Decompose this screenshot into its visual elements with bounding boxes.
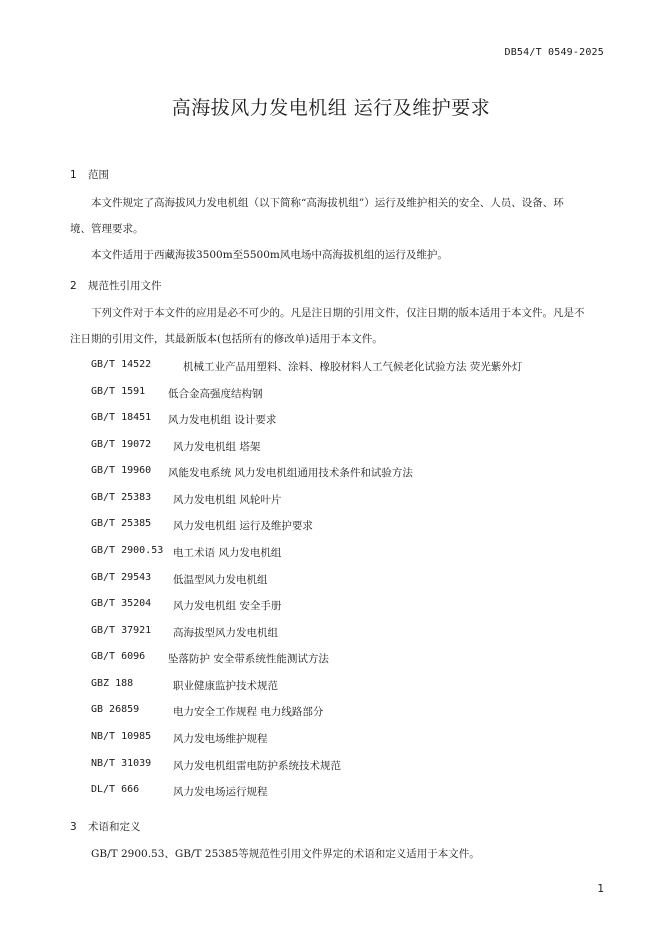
reference-title: 风力发电场运行规程 xyxy=(173,786,268,798)
section-number: 1 xyxy=(70,169,77,181)
section-title: 术语和定义 xyxy=(88,821,141,833)
terms-paragraph: GB/T 2900.53、GB/T 25385等规范性引用文件界定的术语和定义适用于本文件。 xyxy=(91,848,480,860)
reference-title: 电工术语 风力发电机组 xyxy=(173,547,282,559)
reference-title: 风力发电机组雷电防护系统技术规范 xyxy=(173,760,341,772)
page-number: 1 xyxy=(597,883,604,895)
reference-title: 职业健康监护技术规范 xyxy=(173,680,278,692)
normative-paragraph-line-2: 注日期的引用文件，其最新版本(包括所有的修改单)适用于本文件。 xyxy=(70,333,383,345)
reference-title: 风力发电机组 运行及维护要求 xyxy=(173,520,313,532)
reference-code: GB/T 1591 xyxy=(91,386,146,397)
reference-title: 风力发电机组 设计要求 xyxy=(168,414,277,426)
reference-title: 风力发电机组 风轮叶片 xyxy=(173,494,282,506)
reference-code: GB/T 25385 xyxy=(91,518,152,529)
reference-code: GB/T 29543 xyxy=(91,572,152,583)
reference-code: DL/T 666 xyxy=(91,784,140,795)
section-1-heading xyxy=(70,167,109,182)
reference-title: 机械工业产品用塑料、涂料、橡胶材料人工气候老化试验方法 荧光紫外灯 xyxy=(183,361,523,373)
document-code: DB54/T 0549-2025 xyxy=(504,47,604,58)
section-2-heading xyxy=(70,278,162,293)
reference-title: 电力安全工作规程 电力线路部分 xyxy=(173,706,324,718)
reference-title: 低温型风力发电机组 xyxy=(173,574,268,586)
scope-paragraph-1-line-2: 境、管理要求。 xyxy=(70,223,144,235)
reference-code: GB 26859 xyxy=(91,704,140,715)
document-title: 高海拔风力发电机组 运行及维护要求 xyxy=(171,97,491,119)
reference-code: GB/T 6096 xyxy=(91,651,146,662)
reference-title: 风能发电系统 风力发电机组通用技术条件和试验方法 xyxy=(168,467,413,479)
section-number: 3 xyxy=(70,821,77,833)
reference-code: GB/T 14522 xyxy=(91,359,152,370)
reference-code: GB/T 18451 xyxy=(91,412,152,423)
reference-title: 低合金高强度结构钢 xyxy=(168,388,263,400)
reference-code: GB/T 19072 xyxy=(91,439,152,450)
reference-code: GB/T 25383 xyxy=(91,492,152,503)
reference-title: 坠落防护 安全带系统性能测试方法 xyxy=(168,653,329,665)
section-number: 2 xyxy=(70,280,77,292)
reference-title: 风力发电机组 塔架 xyxy=(173,441,261,453)
reference-code: GB/T 2900.53 xyxy=(91,545,164,556)
normative-paragraph-line-1: 下列文件对于本文件的应用是必不可少的。凡是注日期的引用文件，仅注日期的版本适用于本文件。凡是不 xyxy=(91,307,585,319)
section-3-heading xyxy=(70,819,141,834)
reference-title: 风力发电场维护规程 xyxy=(173,733,268,745)
reference-code: GBZ 188 xyxy=(91,678,134,689)
reference-code: NB/T 31039 xyxy=(91,758,152,769)
section-title: 规范性引用文件 xyxy=(88,280,162,292)
reference-code: GB/T 37921 xyxy=(91,625,152,636)
scope-paragraph-1-line-1: 本文件规定了高海拔风力发电机组（以下简称“高海拔机组”）运行及维护相关的安全、人员、设备、环 xyxy=(91,197,564,209)
reference-title: 风力发电机组 安全手册 xyxy=(173,600,282,612)
scope-paragraph-2: 本文件适用于西藏海拔3500m至5500m风电场中高海拔机组的运行及维护。 xyxy=(91,249,448,261)
reference-code: NB/T 10985 xyxy=(91,731,152,742)
reference-title: 高海拔型风力发电机组 xyxy=(173,627,278,639)
section-title: 范围 xyxy=(88,169,109,181)
reference-code: GB/T 19960 xyxy=(91,465,152,476)
reference-code: GB/T 35204 xyxy=(91,598,152,609)
